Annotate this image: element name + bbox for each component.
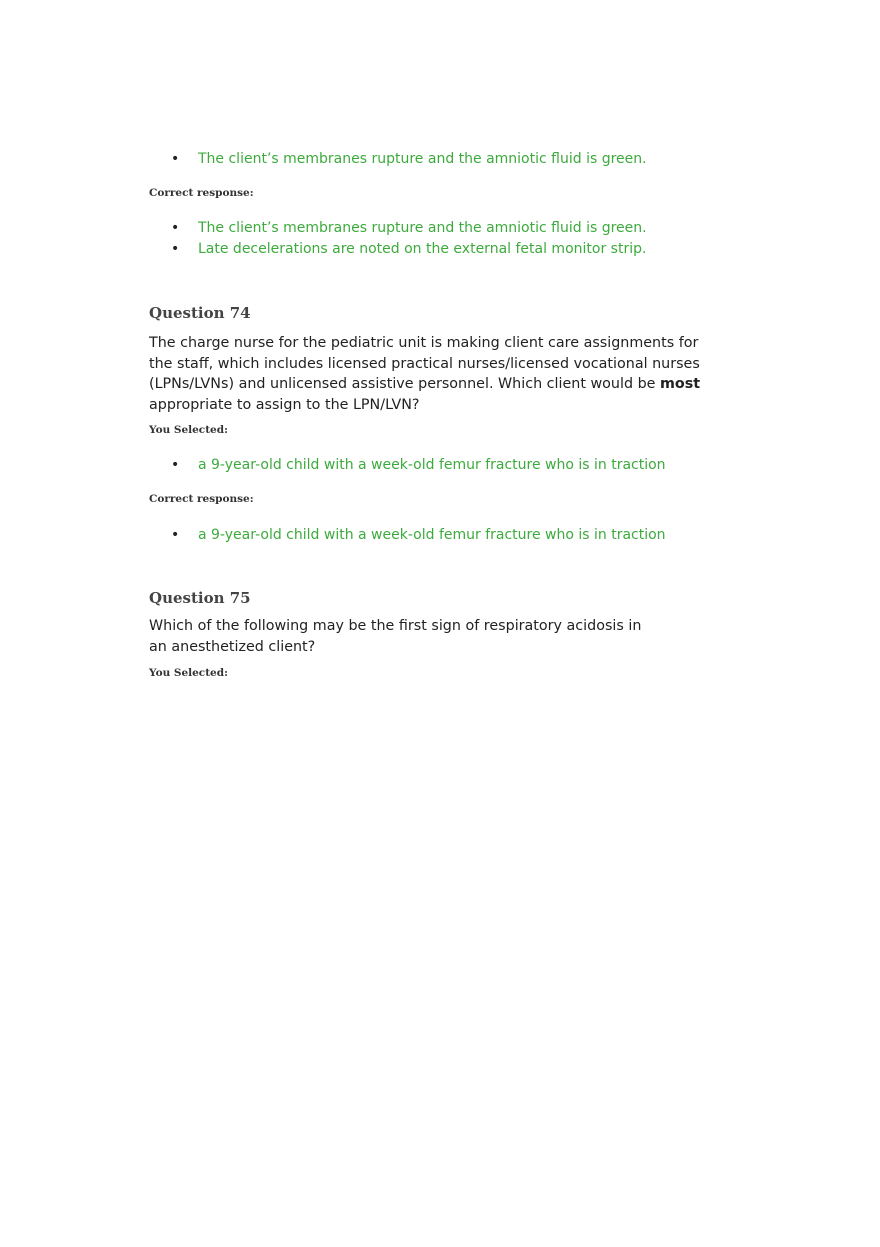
correct-response-label: Correct response: (149, 187, 254, 199)
question-74-text (149, 333, 709, 415)
question-text: appropriate to assign to the LPN/LVN? (149, 396, 420, 413)
correct-response-label: Correct response: (149, 493, 254, 505)
question-75-text: Which of the following may be the first sign of respiratory acidosis in an anesthetized client? (149, 618, 642, 655)
question-text: The charge nurse for the pediatric unit is making client care assignments for the staff, which includes licensed practical nurses/licensed vocational nurses (LPNs/LVNs) and unlicensed assistive personnel. Which client would be (149, 335, 700, 392)
you-selected-label: You Selected: (149, 667, 228, 679)
emphasis: most (660, 376, 701, 392)
question-74-title: Question 74 (149, 304, 251, 322)
you-selected-label: You Selected: (149, 424, 228, 436)
prev-correct-list (149, 218, 719, 260)
q74-correct-list (149, 525, 719, 546)
answer-item: • The client’s membranes rupture and the amniotic fluid is green. (149, 218, 719, 239)
question-75-title: Question 75 (149, 589, 251, 607)
answer-item: • a 9-year-old child with a week-old femur fracture who is in traction (149, 455, 719, 476)
q74-selected-list (149, 455, 719, 476)
answer-item: • The client’s membranes rupture and the amniotic fluid is green. (149, 149, 719, 170)
answer-item: • Late decelerations are noted on the external fetal monitor strip. (149, 239, 719, 260)
answer-item: • a 9-year-old child with a week-old femur fracture who is in traction (149, 525, 719, 546)
prev-selected-list (149, 149, 719, 170)
